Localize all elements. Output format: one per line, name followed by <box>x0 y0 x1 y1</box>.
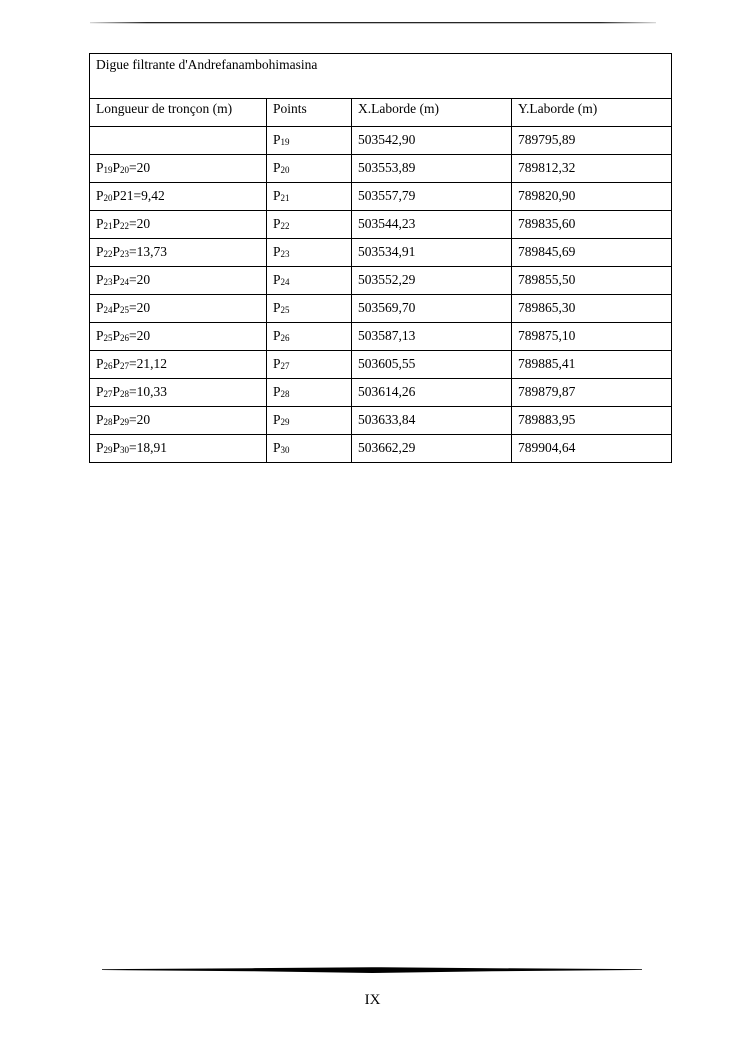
segment-end-point: P <box>112 159 121 175</box>
cell-y-laborde: 789820,90 <box>512 182 672 210</box>
segment-end-point: P <box>112 439 121 455</box>
segment-end-index: 20 <box>120 164 130 175</box>
point-letter: P <box>273 159 281 175</box>
cell-x-laborde: 503542,90 <box>352 126 512 154</box>
segment-start-index: 22 <box>103 248 113 259</box>
cell-segment-length <box>90 378 267 406</box>
point-letter: P <box>273 187 281 203</box>
cell-segment-length <box>90 210 267 238</box>
cell-segment-length <box>90 154 267 182</box>
table-row <box>90 378 672 406</box>
cell-y-laborde: 789795,89 <box>512 126 672 154</box>
cell-segment-length <box>90 350 267 378</box>
cell-y-laborde: 789865,30 <box>512 294 672 322</box>
segment-start-index: 19 <box>103 164 113 175</box>
segment-end-index: 23 <box>120 248 130 259</box>
table-row <box>90 238 672 266</box>
segment-start-index: 28 <box>103 416 113 427</box>
cell-y-laborde: 789875,10 <box>512 322 672 350</box>
header-points: Points <box>267 99 352 127</box>
cell-y-laborde: 789812,32 <box>512 154 672 182</box>
point-letter: P <box>273 439 281 455</box>
segment-end-index: 27 <box>120 360 130 371</box>
header-y-laborde: Y.Laborde (m) <box>512 99 672 127</box>
segment-end-index: 28 <box>120 388 130 399</box>
segment-end-point: P <box>112 215 121 231</box>
segment-start-index: 29 <box>103 444 113 455</box>
cell-point <box>267 434 352 462</box>
cell-y-laborde: 789855,50 <box>512 266 672 294</box>
cell-segment-length <box>90 322 267 350</box>
cell-point <box>267 210 352 238</box>
header-rule <box>90 22 656 24</box>
point-index: 23 <box>280 248 290 259</box>
segment-start-point: P <box>96 299 104 315</box>
segment-start-index: 24 <box>103 304 113 315</box>
segment-end-point: P <box>112 271 121 287</box>
cell-y-laborde: 789904,64 <box>512 434 672 462</box>
segment-length-value: =18,91 <box>129 439 168 455</box>
cell-point <box>267 406 352 434</box>
page-number: IX <box>364 992 381 1008</box>
table-header-row <box>90 99 672 127</box>
cell-segment-length <box>90 406 267 434</box>
point-index: 27 <box>280 360 290 371</box>
table-title-row <box>90 54 672 99</box>
cell-point <box>267 238 352 266</box>
segment-start-index: 27 <box>103 388 113 399</box>
table-row <box>90 406 672 434</box>
segment-start-point: P <box>96 411 104 427</box>
cell-y-laborde: 789835,60 <box>512 210 672 238</box>
cell-y-laborde: 789885,41 <box>512 350 672 378</box>
table-row <box>90 266 672 294</box>
cell-x-laborde: 503544,23 <box>352 210 512 238</box>
segment-end-point: P <box>112 383 121 399</box>
point-letter: P <box>273 355 281 371</box>
segment-start-point: P <box>96 327 104 343</box>
cell-segment-length <box>90 294 267 322</box>
point-letter: P <box>273 327 281 343</box>
segment-end-point: P21 <box>112 187 134 203</box>
table-row <box>90 322 672 350</box>
cell-point <box>267 266 352 294</box>
point-index: 19 <box>280 136 290 147</box>
cell-y-laborde: 789845,69 <box>512 238 672 266</box>
cell-x-laborde: 503534,91 <box>352 238 512 266</box>
segment-end-point: P <box>112 355 121 371</box>
cell-x-laborde: 503633,84 <box>352 406 512 434</box>
table-row <box>90 294 672 322</box>
segment-end-index: 22 <box>120 220 130 231</box>
cell-point <box>267 154 352 182</box>
cell-y-laborde: 789879,87 <box>512 378 672 406</box>
segment-length-value: =9,42 <box>133 187 165 203</box>
segment-length-value: =20 <box>129 215 151 231</box>
segment-end-index: 26 <box>120 332 130 343</box>
point-letter: P <box>273 411 281 427</box>
cell-point <box>267 322 352 350</box>
point-index: 25 <box>280 304 290 315</box>
segment-end-index: 24 <box>120 276 130 287</box>
cell-x-laborde: 503552,29 <box>352 266 512 294</box>
segment-length-value: =20 <box>129 271 151 287</box>
point-letter: P <box>273 243 281 259</box>
point-letter: P <box>273 383 281 399</box>
segment-length-value: =20 <box>129 299 151 315</box>
cell-point <box>267 126 352 154</box>
segment-length-value: =20 <box>129 159 151 175</box>
table-row <box>90 154 672 182</box>
point-index: 20 <box>280 164 290 175</box>
point-letter: P <box>273 299 281 315</box>
cell-y-laborde: 789883,95 <box>512 406 672 434</box>
segment-end-index: 29 <box>120 416 130 427</box>
point-index: 24 <box>280 276 290 287</box>
cell-point <box>267 182 352 210</box>
point-index: 26 <box>280 332 290 343</box>
segment-start-point: P <box>96 271 104 287</box>
segment-length-value: =10,33 <box>129 383 168 399</box>
segment-length-value: =21,12 <box>129 355 168 371</box>
cell-segment-length <box>90 266 267 294</box>
header-length: Longueur de tronçon (m) <box>90 99 267 127</box>
segment-start-index: 23 <box>103 276 113 287</box>
cell-x-laborde: 503605,55 <box>352 350 512 378</box>
cell-point <box>267 350 352 378</box>
segment-end-index: 25 <box>120 304 130 315</box>
table-row <box>90 126 672 154</box>
segment-start-point: P <box>96 355 104 371</box>
coordinates-table <box>89 53 672 463</box>
cell-segment-length <box>90 126 267 154</box>
segment-start-index: 26 <box>103 360 113 371</box>
segment-start-point: P <box>96 243 104 259</box>
cell-x-laborde: 503557,79 <box>352 182 512 210</box>
segment-start-index: 21 <box>103 220 113 231</box>
segment-start-point: P <box>96 383 104 399</box>
segment-start-point: P <box>96 215 104 231</box>
table-title: Digue filtrante d'Andrefanambohimasina <box>90 54 672 99</box>
segment-end-point: P <box>112 299 121 315</box>
point-index: 22 <box>280 220 290 231</box>
table-row <box>90 182 672 210</box>
table-row <box>90 210 672 238</box>
cell-x-laborde: 503662,29 <box>352 434 512 462</box>
cell-x-laborde: 503553,89 <box>352 154 512 182</box>
footer-rule <box>102 965 642 975</box>
cell-segment-length <box>90 182 267 210</box>
point-index: 29 <box>280 416 290 427</box>
segment-start-index: 20 <box>103 192 113 203</box>
segment-start-point: P <box>96 159 104 175</box>
cell-x-laborde: 503587,13 <box>352 322 512 350</box>
header-x-laborde: X.Laborde (m) <box>352 99 512 127</box>
segment-end-point: P <box>112 411 121 427</box>
segment-start-index: 25 <box>103 332 113 343</box>
cell-x-laborde: 503614,26 <box>352 378 512 406</box>
segment-length-value: =13,73 <box>129 243 168 259</box>
point-letter: P <box>273 215 281 231</box>
table-row <box>90 434 672 462</box>
segment-start-point: P <box>96 439 104 455</box>
segment-end-point: P <box>112 243 121 259</box>
cell-segment-length <box>90 238 267 266</box>
segment-end-point: P <box>112 327 121 343</box>
cell-segment-length <box>90 434 267 462</box>
point-index: 21 <box>280 192 290 203</box>
table-row <box>90 350 672 378</box>
segment-end-index: 30 <box>120 444 130 455</box>
point-letter: P <box>273 271 281 287</box>
cell-point <box>267 378 352 406</box>
segment-length-value: =20 <box>129 327 151 343</box>
point-index: 30 <box>280 444 290 455</box>
cell-point <box>267 294 352 322</box>
point-letter: P <box>273 131 281 147</box>
point-index: 28 <box>280 388 290 399</box>
cell-x-laborde: 503569,70 <box>352 294 512 322</box>
segment-start-point: P <box>96 187 104 203</box>
segment-length-value: =20 <box>129 411 151 427</box>
